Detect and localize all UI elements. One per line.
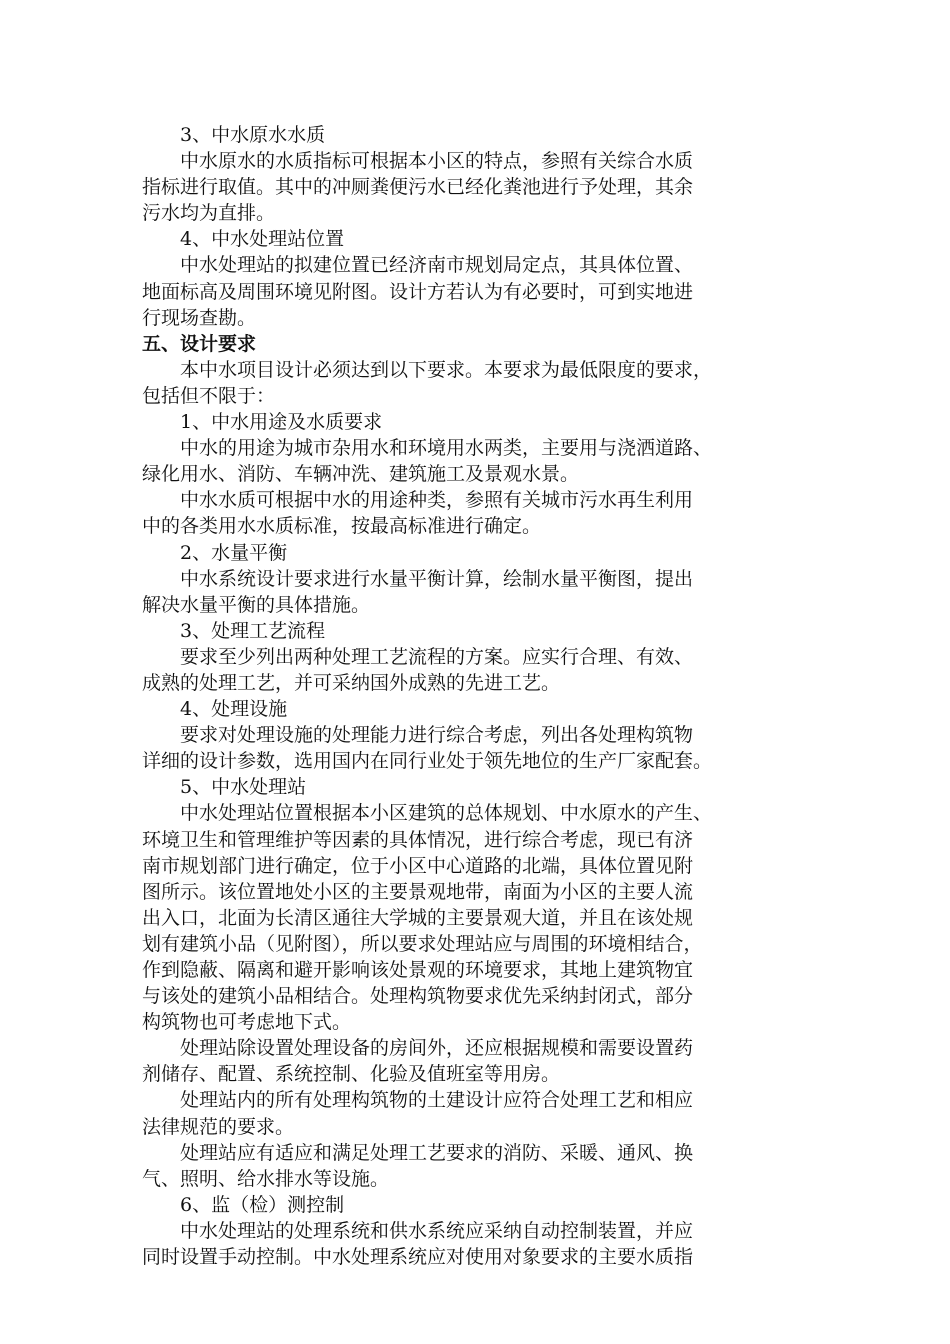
text-line: 污水均为直排。 xyxy=(142,202,276,225)
text-line: 4、中水处理站位置 xyxy=(180,228,345,251)
text-line: 成熟的处理工艺，并可采纳国外成熟的先进工艺。 xyxy=(142,671,561,694)
text-line: 解决水量平衡的具体措施。 xyxy=(142,593,371,616)
text-line: 3、处理工艺流程 xyxy=(180,619,326,642)
text-line: 行现场查勘。 xyxy=(142,306,257,329)
text-line: 5、中水处理站 xyxy=(180,776,307,799)
text-line: 4、处理设施 xyxy=(180,698,288,721)
text-line: 指标进行取值。其中的冲厕粪便污水已经化粪池进行予处理，其余 xyxy=(142,176,694,199)
text-line: 中水水质可根据中水的用途种类，参照有关城市污水再生利用 xyxy=(180,489,694,512)
section-heading: 五、设计要求 xyxy=(142,332,257,355)
text-line: 处理站应有适应和满足处理工艺要求的消防、采暖、通风、换 xyxy=(180,1141,694,1164)
text-line: 要求对处理设施的处理能力进行综合考虑，列出各处理构筑物 xyxy=(180,724,694,747)
text-line: 中水原水的水质指标可根据本小区的特点，参照有关综合水质 xyxy=(180,150,694,173)
text-line: 南市规划部门进行确定，位于小区中心道路的北端，具体位置见附 xyxy=(142,854,694,877)
text-line: 中水的用途为城市杂用水和环境用水两类，主要用与浇洒道路、 xyxy=(180,437,713,460)
text-line: 作到隐蔽、隔离和避开影响该处景观的环境要求，其地上建筑物宜 xyxy=(142,959,694,981)
text-line: 6、监（检）测控制 xyxy=(180,1193,345,1216)
text-line: 处理站除设置处理设备的房间外，还应根据规模和需要设置药 xyxy=(180,1037,694,1060)
text-line: 中水处理站的拟建位置已经济南市规划局定点，其具体位置、 xyxy=(180,254,694,277)
text-line: 3、中水原水水质 xyxy=(180,124,326,146)
text-line: 中水处理站位置根据本小区建筑的总体规划、中水原水的产生、 xyxy=(180,802,713,825)
text-line: 要求至少列出两种处理工艺流程的方案。应实行合理、有效、 xyxy=(180,645,694,668)
text-line: 法律规范的要求。 xyxy=(142,1115,295,1138)
text-line: 处理站内的所有处理构筑物的土建设计应符合处理工艺和相应 xyxy=(180,1089,694,1112)
text-line: 2、水量平衡 xyxy=(180,541,288,564)
text-line: 包括但不限于： xyxy=(142,384,276,407)
text-line: 中水系统设计要求进行水量平衡计算，绘制水量平衡图，提出 xyxy=(180,567,694,590)
text-line: 出入口，北面为长清区通往大学城的主要景观大道，并且在该处规 xyxy=(142,906,694,929)
text-line: 中的各类用水水质标准，按最高标准进行确定。 xyxy=(142,515,542,538)
text-line: 本中水项目设计必须达到以下要求。本要求为最低限度的要求， xyxy=(180,358,713,381)
text-line: 地面标高及周围环境见附图。设计方若认为有必要时，可到实地进 xyxy=(142,280,694,303)
text-line: 中水处理站的处理系统和供水系统应采纳自动控制装置，并应 xyxy=(180,1219,694,1242)
text-line: 划有建筑小品（见附图），所以要求处理站应与周围的环境相结合， xyxy=(142,932,703,955)
text-line: 同时设置手动控制。中水处理系统应对使用对象要求的主要水质指 xyxy=(142,1246,694,1269)
text-line: 环境卫生和管理维护等因素的具体情况，进行综合考虑，现已有济 xyxy=(142,828,694,851)
text-line: 与该处的建筑小品相结合。处理构筑物要求优先采纳封闭式，部分 xyxy=(142,985,694,1008)
text-line: 图所示。该位置地处小区的主要景观地带，南面为小区的主要人流 xyxy=(142,880,694,903)
text-line: 绿化用水、消防、车辆冲洗、建筑施工及景观水景。 xyxy=(142,463,580,486)
text-line: 气、照明、给水排水等设施。 xyxy=(142,1167,390,1190)
text-line: 构筑物也可考虑地下式。 xyxy=(142,1011,352,1034)
document-page xyxy=(142,122,818,1270)
text-line: 详细的设计参数，选用国内在同行业处于领先地位的生产厂家配套。 xyxy=(142,750,713,773)
text-line: 1、中水用途及水质要求 xyxy=(180,411,383,434)
text-line: 剂储存、配置、系统控制、化验及值班室等用房。 xyxy=(142,1063,561,1086)
